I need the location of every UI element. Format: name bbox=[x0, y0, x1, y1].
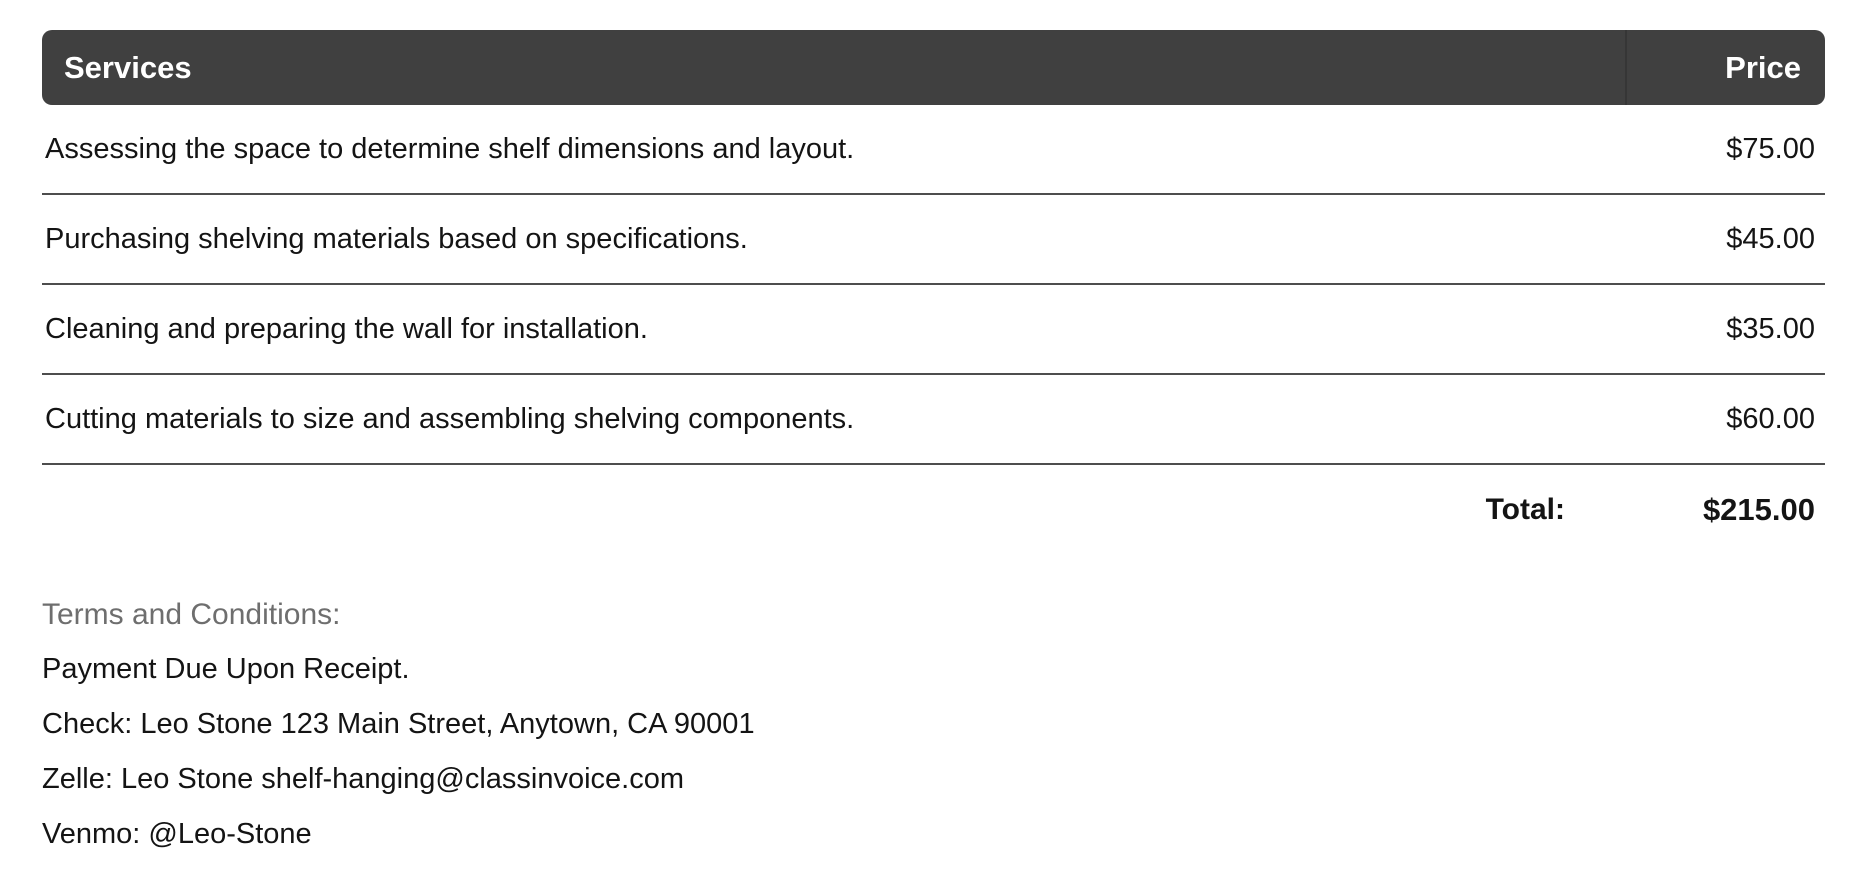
table-row bbox=[42, 285, 1825, 375]
services-table bbox=[42, 30, 1825, 555]
service-description: Assessing the space to determine shelf dimensions and layout. bbox=[45, 132, 855, 165]
service-price: $35.00 bbox=[1726, 312, 1815, 345]
total-label: Total: bbox=[1485, 493, 1565, 526]
terms-line-zelle: Zelle: Leo Stone shelf-hanging@classinvoice.com bbox=[42, 763, 685, 795]
table-row bbox=[42, 375, 1825, 465]
service-price: $75.00 bbox=[1726, 132, 1815, 165]
service-description: Cutting materials to size and assembling shelving components. bbox=[45, 402, 855, 435]
table-header-row bbox=[42, 30, 1825, 105]
total-value: $215.00 bbox=[1702, 492, 1815, 527]
terms-line-check: Check: Leo Stone 123 Main Street, Anytown, CA 90001 bbox=[42, 708, 755, 740]
service-description: Purchasing shelving materials based on specifications. bbox=[45, 222, 748, 255]
terms-heading: Terms and Conditions: bbox=[42, 598, 341, 631]
terms-section bbox=[42, 587, 1825, 862]
terms-line-venmo: Venmo: @Leo-Stone bbox=[42, 818, 312, 850]
price-column-header: Price bbox=[1625, 30, 1825, 105]
service-description: Cleaning and preparing the wall for installation. bbox=[45, 312, 648, 345]
table-row bbox=[42, 105, 1825, 195]
services-column-header: Services bbox=[64, 49, 192, 85]
service-price: $45.00 bbox=[1726, 222, 1815, 255]
total-row bbox=[42, 465, 1825, 555]
service-price: $60.00 bbox=[1726, 402, 1815, 435]
terms-line-payment: Payment Due Upon Receipt. bbox=[42, 653, 410, 685]
table-row bbox=[42, 195, 1825, 285]
